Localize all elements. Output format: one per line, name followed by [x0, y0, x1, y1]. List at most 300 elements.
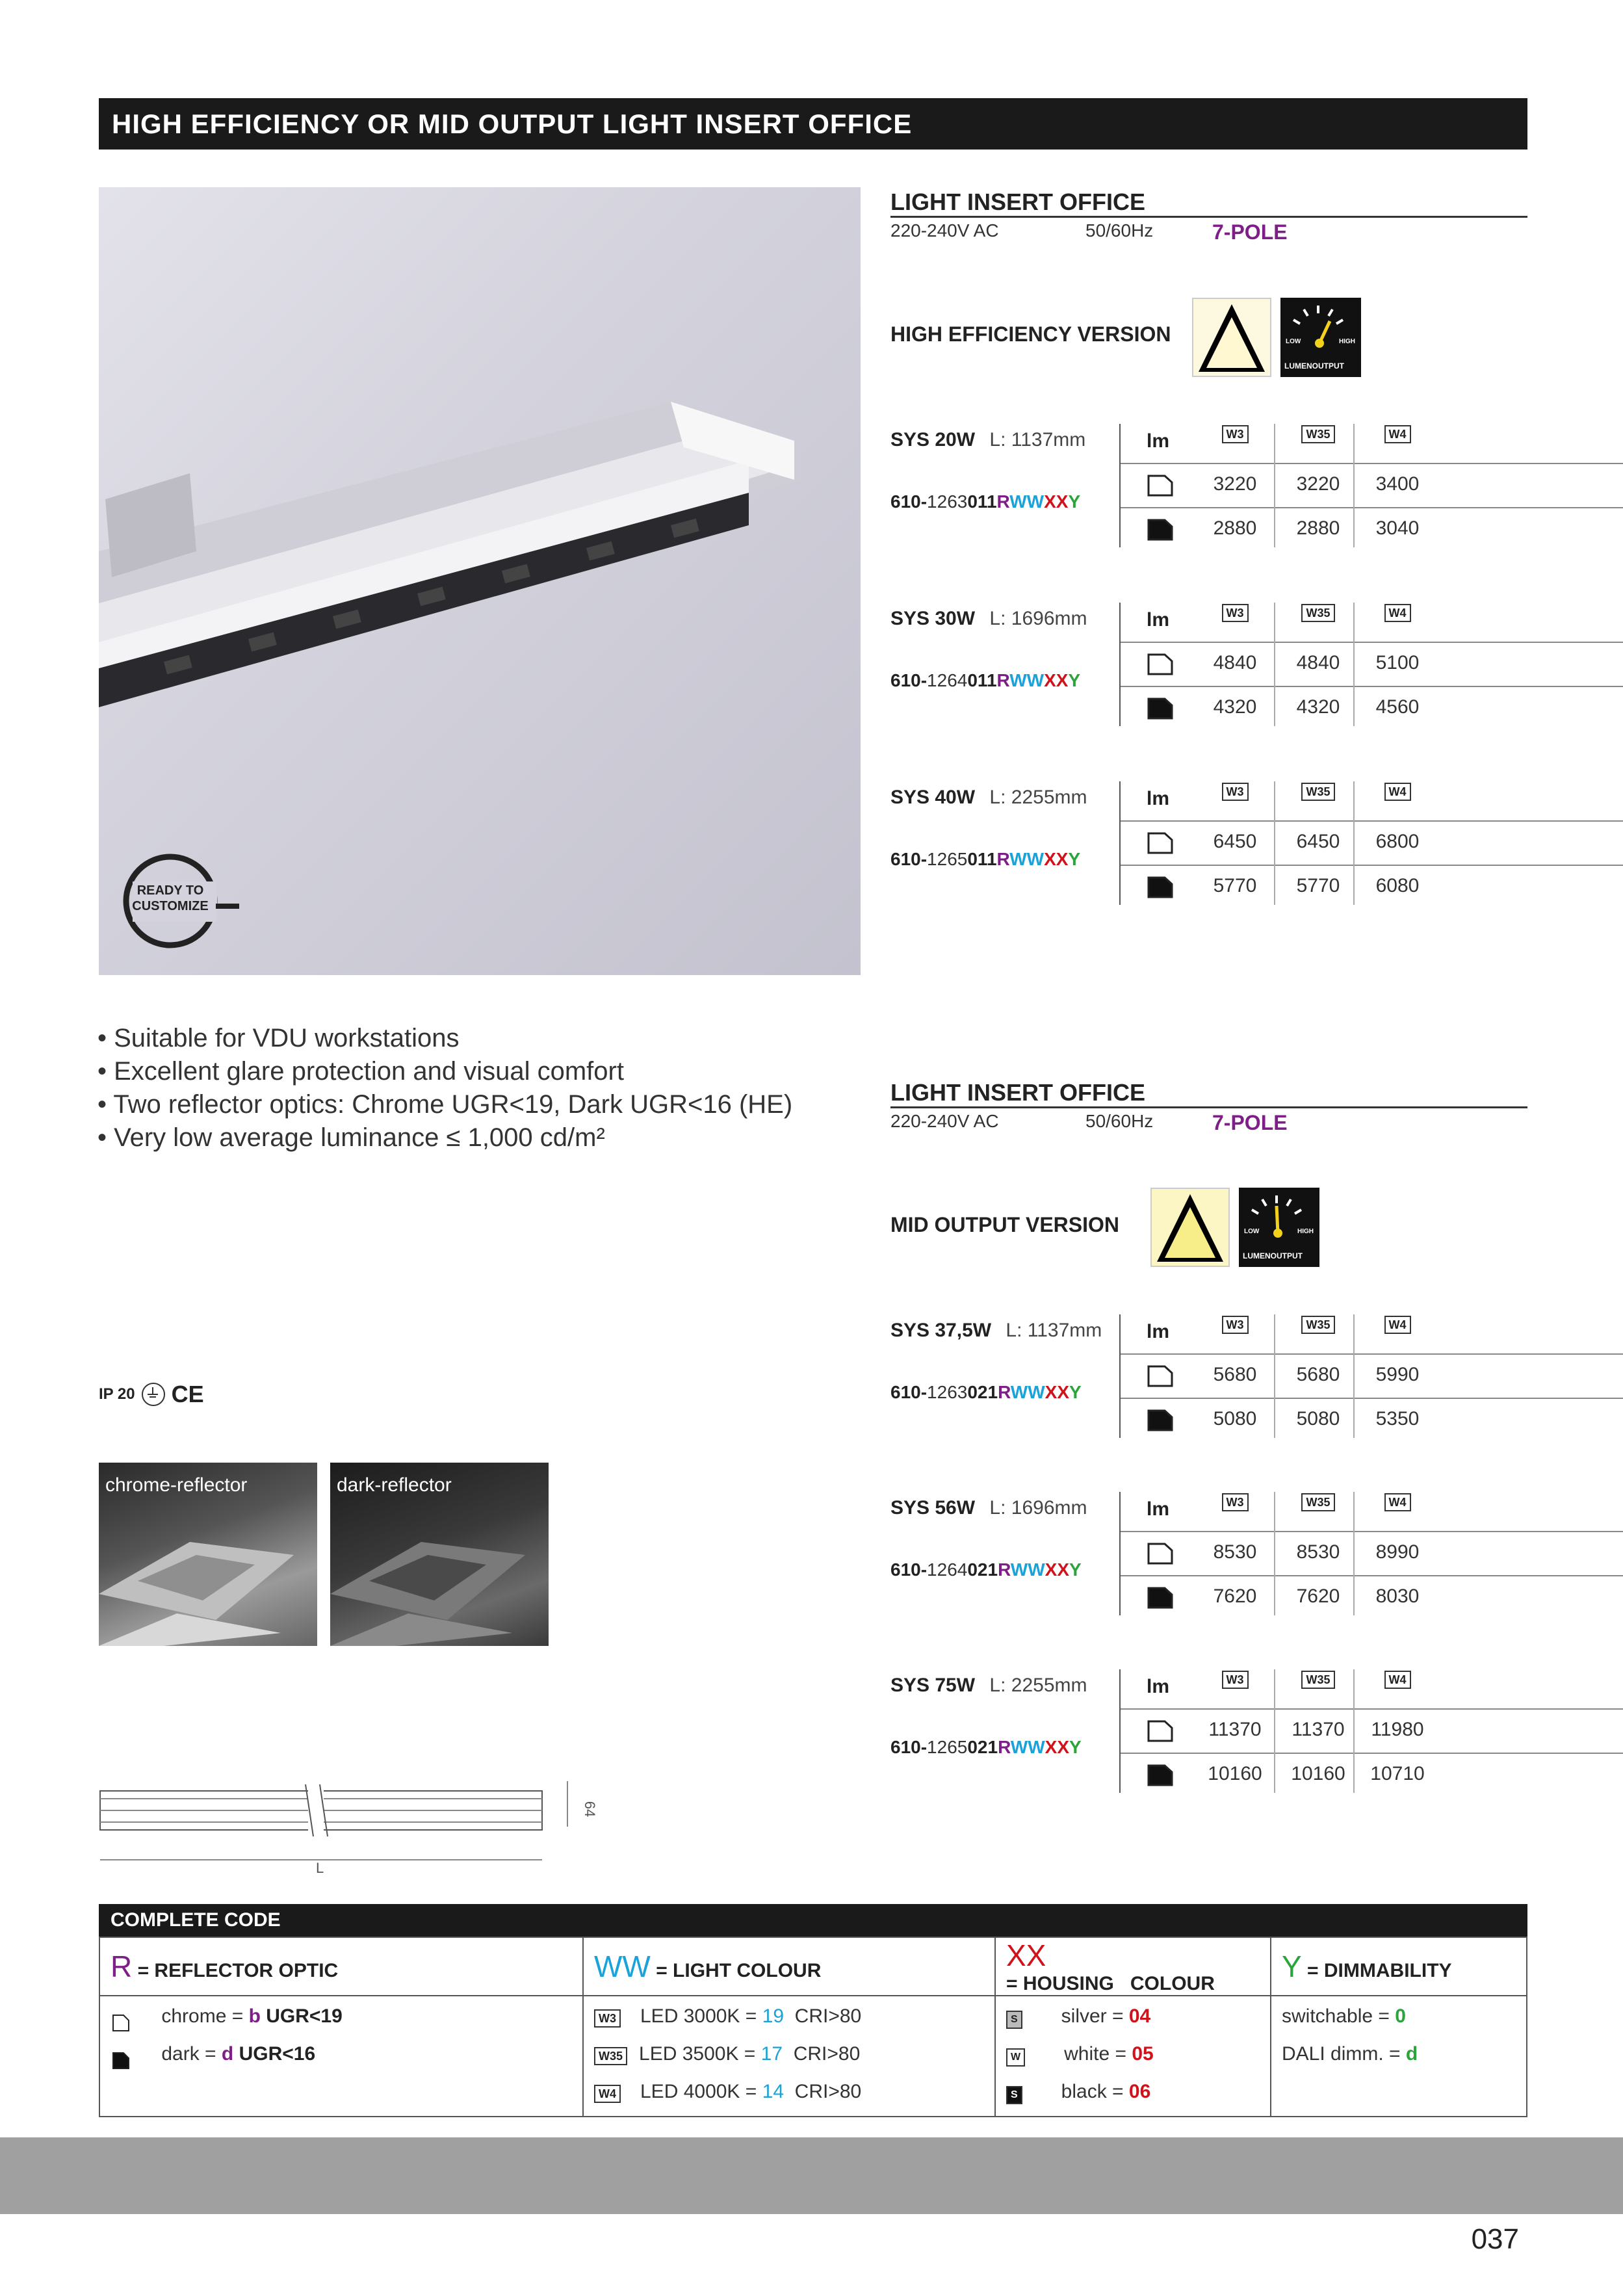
- footer-bar: [0, 2137, 1623, 2214]
- column-header: [1196, 1493, 1274, 1511]
- col-ww-body: [583, 1996, 995, 2117]
- lumen-value: 3220: [1296, 473, 1340, 495]
- section-heading: LIGHT INSERT OFFICE: [890, 189, 1145, 215]
- table-divider: [1119, 1314, 1121, 1438]
- product-photo: [99, 187, 861, 975]
- code-y: Y: [1068, 670, 1081, 690]
- code-y: Y: [1068, 849, 1081, 869]
- column-header: [1279, 1671, 1357, 1689]
- product-title: [890, 608, 1087, 630]
- lumen-value: 5350: [1375, 1408, 1420, 1429]
- code-xx: XX: [1044, 491, 1069, 512]
- col-xx-header: [995, 1937, 1271, 1996]
- frequency: 50/60Hz: [1085, 220, 1154, 241]
- cct-badge: W35: [1301, 783, 1334, 801]
- col-y-header: [1271, 1937, 1527, 1996]
- version-label: MID OUTPUT VERSION: [890, 1213, 1120, 1236]
- code-r: R: [998, 1382, 1011, 1402]
- option-extra: CRI>80: [784, 2005, 862, 2027]
- column-header: [1279, 604, 1357, 622]
- chrome-reflector-label: chrome-reflector: [105, 1474, 248, 1496]
- option-extra: CRI>80: [783, 2043, 861, 2065]
- section-high-efficiency: [890, 189, 1527, 244]
- code-mid: 011: [967, 849, 997, 869]
- cct-badge: W4: [1384, 1671, 1411, 1689]
- option-text: LED 3000K =: [640, 2005, 762, 2027]
- height-dimension-line: [567, 1781, 568, 1827]
- cct-badge: W3: [1222, 425, 1249, 443]
- option-row: [110, 1998, 572, 2035]
- chrome-reflector-image: [99, 1463, 317, 1646]
- option-row: [1006, 2073, 1260, 2111]
- cct-badge: W3: [1222, 604, 1249, 622]
- lumen-value: 7620: [1213, 1585, 1257, 1607]
- column-header: [1358, 1671, 1436, 1689]
- low-label: LOW: [1244, 1228, 1260, 1235]
- option-extra: UGR<19: [260, 2005, 343, 2027]
- column-divider: [1274, 424, 1275, 547]
- cct-badge: W35: [1301, 1493, 1334, 1511]
- column-header: [1279, 1316, 1357, 1334]
- cct-badge: W4: [1384, 425, 1411, 443]
- cct-badge: W3: [1222, 783, 1249, 801]
- section-heading: LIGHT INSERT OFFICE: [890, 1079, 1145, 1106]
- lumen-value: 5770: [1213, 875, 1257, 896]
- version-label: HIGH EFFICIENCY VERSION: [890, 322, 1171, 346]
- lumen-value: 6800: [1375, 831, 1420, 852]
- cct-badge: W35: [1301, 425, 1334, 443]
- lm-label: lm: [1147, 788, 1170, 809]
- section-rule: [890, 1106, 1527, 1108]
- lumen-dial: [1239, 1188, 1319, 1246]
- code-r: R: [996, 849, 1010, 869]
- option-text: LED 3500K =: [639, 2043, 761, 2065]
- label-y: = DIMMABILITY: [1307, 1960, 1452, 1981]
- lumen-output-icon: [1239, 1188, 1319, 1267]
- lumen-value: 3220: [1213, 473, 1257, 495]
- wrench-icon: [216, 904, 239, 909]
- code-y: Y: [1069, 1382, 1082, 1402]
- code-prefix: 610-: [890, 1737, 928, 1757]
- lumen-value: 6450: [1213, 831, 1257, 852]
- cct-badge: W35: [1301, 1316, 1334, 1334]
- code-body-row: [99, 1996, 1527, 2117]
- column-header: [1358, 1316, 1436, 1334]
- letter-r: R: [110, 1950, 133, 1983]
- ce-mark: CE: [171, 1381, 204, 1407]
- column-divider: [1353, 781, 1355, 905]
- w3-badge: W3: [594, 2009, 621, 2028]
- lumen-value: 8530: [1296, 1541, 1340, 1563]
- dimension-drawing: [99, 1784, 547, 1876]
- column-header: [1358, 1493, 1436, 1511]
- silver-swatch: S: [1006, 2011, 1022, 2029]
- code-ww: WW: [1009, 491, 1045, 512]
- product-name: SYS 20W: [890, 429, 976, 450]
- column-divider: [1274, 1492, 1275, 1615]
- w35-badge: W35: [594, 2047, 627, 2065]
- product-block: [890, 774, 1540, 936]
- column-header: [1279, 1493, 1357, 1511]
- cct-badge: W35: [1301, 604, 1334, 622]
- lumen-value: 5680: [1296, 1364, 1340, 1385]
- option-value: 04: [1128, 2005, 1151, 2027]
- lm-label: lm: [1147, 430, 1170, 452]
- letter-y: Y: [1282, 1950, 1302, 1983]
- lumen-value: 3040: [1375, 517, 1420, 539]
- pole: 7-POLE: [1212, 220, 1288, 244]
- column-divider: [1353, 603, 1355, 726]
- lumen-value: 5990: [1375, 1364, 1420, 1385]
- lumen-value: 11370: [1208, 1719, 1262, 1740]
- chrome-optic-icon: [110, 2007, 130, 2027]
- page-title: HIGH EFFICIENCY OR MID OUTPUT LIGHT INSERT OFFICE: [99, 98, 1527, 150]
- row-rule: [1121, 507, 1623, 508]
- code-prefix: 610-: [890, 1559, 928, 1580]
- row-rule: [1121, 1753, 1623, 1754]
- section-mid-output: [890, 1079, 1527, 1135]
- lumen-value: 10160: [1208, 1763, 1262, 1784]
- option-row: [1006, 1998, 1260, 2035]
- code-number: 1264: [927, 1559, 968, 1580]
- column-divider: [1353, 424, 1355, 547]
- w4-badge: W4: [594, 2085, 621, 2103]
- code-xx: XX: [1045, 1382, 1069, 1402]
- chrome-optic-icon: [1147, 1719, 1174, 1747]
- col-xx-body: [995, 1996, 1271, 2117]
- row-rule: [1121, 1708, 1623, 1710]
- lumen-value: 2880: [1213, 517, 1257, 539]
- complete-code-title: COMPLETE CODE: [99, 1904, 1527, 1937]
- option-value: 05: [1132, 2043, 1154, 2065]
- option-value: 0: [1395, 2005, 1406, 2027]
- code-ww: WW: [1009, 670, 1045, 690]
- code-xx: XX: [1045, 1559, 1069, 1580]
- chrome-optic-icon: [1147, 652, 1174, 680]
- dark-optic-icon: [1147, 875, 1174, 903]
- lumen-value: 10160: [1291, 1763, 1345, 1784]
- length-label: L: [316, 1860, 324, 1876]
- row-rule: [1121, 1353, 1623, 1355]
- option-row: [594, 1998, 984, 2035]
- dark-reflector-label: dark-reflector: [337, 1474, 452, 1496]
- lumen-value: 5680: [1213, 1364, 1257, 1385]
- option-row: [110, 2035, 572, 2073]
- col-r-header: [99, 1937, 583, 1996]
- triangle-graphic: [1193, 299, 1270, 376]
- lumen-output-icon: [1280, 298, 1361, 377]
- chrome-reflector-drawing: [99, 1516, 317, 1646]
- letter-xx: XX: [1006, 1938, 1046, 1972]
- product-block: [890, 416, 1540, 579]
- feature-list: [97, 1022, 792, 1155]
- chrome-optic-icon: [1147, 1364, 1174, 1392]
- row-rule: [1121, 642, 1623, 643]
- option-value: d: [221, 2043, 234, 2065]
- height-label: 64: [582, 1801, 599, 1818]
- code-prefix: 610-: [890, 670, 928, 690]
- column-header: [1196, 425, 1274, 443]
- feature-item: • Very low average luminance ≤ 1,000 cd/m²: [97, 1123, 605, 1152]
- section-rule: [890, 216, 1527, 218]
- product-name: SYS 75W: [890, 1675, 976, 1696]
- product-length: L: 1137mm: [1006, 1320, 1102, 1341]
- lumen-value: 4840: [1296, 652, 1340, 673]
- spec-row: [890, 1111, 1527, 1135]
- voltage: 220-240V AC: [890, 1111, 999, 1131]
- code-xx: XX: [1044, 849, 1069, 869]
- low-label: LOW: [1286, 338, 1301, 345]
- luminaire-image: [99, 187, 861, 975]
- product-name: SYS 40W: [890, 787, 976, 808]
- code-prefix: 610-: [890, 849, 928, 869]
- lumen-value: 4320: [1296, 696, 1340, 718]
- code-r: R: [998, 1559, 1011, 1580]
- row-rule: [1121, 686, 1623, 687]
- code-ww: WW: [1010, 1559, 1045, 1580]
- page-number: 037: [1471, 2223, 1519, 2255]
- column-header: [1358, 425, 1436, 443]
- code-number: 1263: [927, 491, 968, 512]
- lumen-value: 5080: [1213, 1408, 1257, 1429]
- code-header-row: [99, 1937, 1527, 1996]
- code-mid: 011: [967, 491, 997, 512]
- option-row: [594, 2073, 984, 2111]
- code-number: 1263: [927, 1382, 968, 1402]
- option-text: chrome =: [161, 2005, 249, 2027]
- lumen-value: 6450: [1296, 831, 1340, 852]
- cct-badge: W4: [1384, 604, 1411, 622]
- product-length: L: 1696mm: [989, 1497, 1087, 1519]
- dark-optic-icon: [1147, 1585, 1174, 1613]
- lumen-value: 4840: [1213, 652, 1257, 673]
- table-divider: [1119, 424, 1121, 547]
- cct-badge: W4: [1384, 783, 1411, 801]
- pole: 7-POLE: [1212, 1111, 1288, 1134]
- badge-line-1: READY TO: [136, 883, 204, 898]
- option-text: black =: [1061, 2081, 1129, 2102]
- lumen-value: 11980: [1371, 1719, 1424, 1740]
- voltage: 220-240V AC: [890, 220, 999, 241]
- cct-badge: W3: [1222, 1316, 1249, 1334]
- product-title: [890, 1320, 1102, 1342]
- lumen-value: 6080: [1375, 875, 1420, 896]
- option-value: b: [248, 2005, 261, 2027]
- product-length: L: 2255mm: [989, 787, 1087, 808]
- dark-reflector-image: [330, 1463, 549, 1646]
- table-divider: [1119, 603, 1121, 726]
- feature-item: • Two reflector optics: Chrome UGR<19, Dark UGR<16 (HE): [97, 1090, 793, 1119]
- customize-badge: [131, 883, 209, 914]
- column-header: [1358, 783, 1436, 801]
- high-label: HIGH: [1339, 338, 1355, 345]
- product-block: [890, 595, 1540, 757]
- article-code: [890, 1382, 1082, 1403]
- column-header: [1196, 1671, 1274, 1689]
- product-name: SYS 37,5W: [890, 1320, 992, 1341]
- product-block: [890, 1662, 1540, 1824]
- column-header: [1196, 604, 1274, 622]
- complete-code-table: [99, 1904, 1527, 2117]
- option-text: white =: [1064, 2043, 1132, 2065]
- row-rule: [1121, 1575, 1623, 1576]
- triangle-graphic: [1152, 1189, 1228, 1266]
- table-divider: [1119, 1492, 1121, 1615]
- column-divider: [1353, 1492, 1355, 1615]
- column-divider: [1274, 781, 1275, 905]
- lumen-value: 4560: [1375, 696, 1420, 718]
- light-triangle-icon: [1192, 298, 1271, 377]
- feature-item: • Suitable for VDU workstations: [97, 1024, 460, 1052]
- ip-rating-row: [99, 1381, 204, 1408]
- option-value: 19: [762, 2005, 785, 2027]
- option-text: switchable =: [1282, 2005, 1396, 2027]
- spec-row: [890, 220, 1527, 244]
- lumen-value: 4320: [1213, 696, 1257, 718]
- option-text: silver =: [1061, 2005, 1129, 2027]
- column-divider: [1274, 1669, 1275, 1793]
- option-value: 14: [762, 2081, 785, 2102]
- column-header: [1196, 1316, 1274, 1334]
- table-divider: [1119, 781, 1121, 905]
- option-row: [1006, 2035, 1260, 2073]
- dark-optic-icon: [1147, 1763, 1174, 1791]
- code-mid: 011: [967, 670, 997, 690]
- table-divider: [1119, 1669, 1121, 1793]
- code-mid: 021: [967, 1737, 998, 1757]
- product-name: SYS 30W: [890, 608, 976, 629]
- code-mid: 021: [967, 1382, 998, 1402]
- column-divider: [1353, 1314, 1355, 1438]
- option-extra: CRI>80: [784, 2081, 862, 2102]
- code-y: Y: [1069, 1559, 1082, 1580]
- dark-optic-icon: [1147, 1408, 1174, 1436]
- cct-badge: W35: [1301, 1671, 1334, 1689]
- article-code: [890, 491, 1080, 512]
- option-value: 17: [760, 2043, 783, 2065]
- code-prefix: 610-: [890, 491, 928, 512]
- code-xx: XX: [1044, 670, 1069, 690]
- lumen-value: 7620: [1296, 1585, 1340, 1607]
- col-y-body: [1271, 1996, 1527, 2117]
- code-r: R: [996, 491, 1010, 512]
- product-length: L: 1696mm: [989, 608, 1087, 629]
- option-row: [1282, 2035, 1516, 2073]
- lumen-value: 8990: [1375, 1541, 1420, 1563]
- lumen-value: 8530: [1213, 1541, 1257, 1563]
- lumenoutput-label: LUMENOUTPUT: [1243, 1251, 1303, 1260]
- column-header: [1279, 783, 1357, 801]
- product-block: [890, 1484, 1540, 1647]
- row-rule: [1121, 1398, 1623, 1399]
- option-value: d: [1405, 2043, 1418, 2065]
- article-code: [890, 1559, 1082, 1580]
- column-header: [1196, 783, 1274, 801]
- row-rule: [1121, 865, 1623, 866]
- feature-item: • Excellent glare protection and visual comfort: [97, 1057, 624, 1086]
- code-y: Y: [1068, 491, 1081, 512]
- lm-label: lm: [1147, 1321, 1170, 1342]
- product-title: [890, 1497, 1087, 1519]
- option-row: [1282, 1998, 1516, 2035]
- cct-badge: W4: [1384, 1316, 1411, 1334]
- profile-drawing: [99, 1784, 547, 1869]
- col-ww-header: [583, 1937, 995, 1996]
- code-xx: XX: [1045, 1737, 1069, 1757]
- badge-line-2: CUSTOMIZE: [132, 899, 209, 913]
- ip-rating: IP 20: [99, 1385, 135, 1403]
- frequency: 50/60Hz: [1085, 1111, 1154, 1131]
- earth-icon: [142, 1383, 165, 1406]
- column-divider: [1274, 1314, 1275, 1438]
- code-number: 1265: [927, 1737, 968, 1757]
- code-ww: WW: [1009, 849, 1045, 869]
- article-code: [890, 1737, 1082, 1758]
- lumen-value: 10710: [1370, 1763, 1425, 1784]
- product-title: [890, 1675, 1087, 1697]
- product-length: L: 2255mm: [989, 1675, 1087, 1696]
- column-header: [1358, 604, 1436, 622]
- option-text: dark =: [161, 2043, 222, 2065]
- column-divider: [1353, 1669, 1355, 1793]
- lumen-value: 5080: [1296, 1408, 1340, 1429]
- product-title: [890, 787, 1087, 809]
- high-label: HIGH: [1297, 1228, 1314, 1235]
- cct-badge: W3: [1222, 1671, 1249, 1689]
- lumen-dial: [1280, 298, 1361, 356]
- dark-optic-icon: [110, 2045, 130, 2065]
- code-r: R: [998, 1737, 1011, 1757]
- lumen-value: 8030: [1375, 1585, 1420, 1607]
- code-number: 1265: [927, 849, 968, 869]
- dark-reflector-drawing: [330, 1516, 549, 1646]
- code-y: Y: [1069, 1737, 1082, 1757]
- chrome-optic-icon: [1147, 473, 1174, 501]
- chrome-optic-icon: [1147, 1541, 1174, 1569]
- column-divider: [1274, 603, 1275, 726]
- light-triangle-icon: [1150, 1188, 1230, 1267]
- code-mid: 021: [967, 1559, 998, 1580]
- product-length: L: 1137mm: [989, 429, 1086, 450]
- lm-label: lm: [1147, 1498, 1170, 1520]
- lumenoutput-label: LUMENOUTPUT: [1284, 361, 1344, 371]
- option-text: LED 4000K =: [640, 2081, 762, 2102]
- row-rule: [1121, 463, 1623, 464]
- code-r: R: [996, 670, 1010, 690]
- code-prefix: 610-: [890, 1382, 928, 1402]
- lumen-value: 3400: [1375, 473, 1420, 495]
- lm-label: lm: [1147, 1676, 1170, 1697]
- letter-ww: WW: [594, 1950, 651, 1983]
- option-row: [594, 2035, 984, 2073]
- article-code: [890, 670, 1080, 691]
- cct-badge: W4: [1384, 1493, 1411, 1511]
- product-block: [890, 1307, 1540, 1469]
- label-ww: = LIGHT COLOUR: [656, 1960, 822, 1981]
- lm-label: lm: [1147, 609, 1170, 631]
- column-header: [1279, 425, 1357, 443]
- code-number: 1264: [927, 670, 968, 690]
- col-r-body: [99, 1996, 583, 2117]
- option-text: DALI dimm. =: [1282, 2043, 1406, 2065]
- row-rule: [1121, 820, 1623, 822]
- black-swatch: S: [1006, 2086, 1022, 2104]
- cct-badge: W3: [1222, 1493, 1249, 1511]
- lumen-value: 11370: [1292, 1719, 1345, 1740]
- label-r: = REFLECTOR OPTIC: [137, 1960, 339, 1981]
- code-ww: WW: [1010, 1737, 1045, 1757]
- product-name: SYS 56W: [890, 1497, 976, 1519]
